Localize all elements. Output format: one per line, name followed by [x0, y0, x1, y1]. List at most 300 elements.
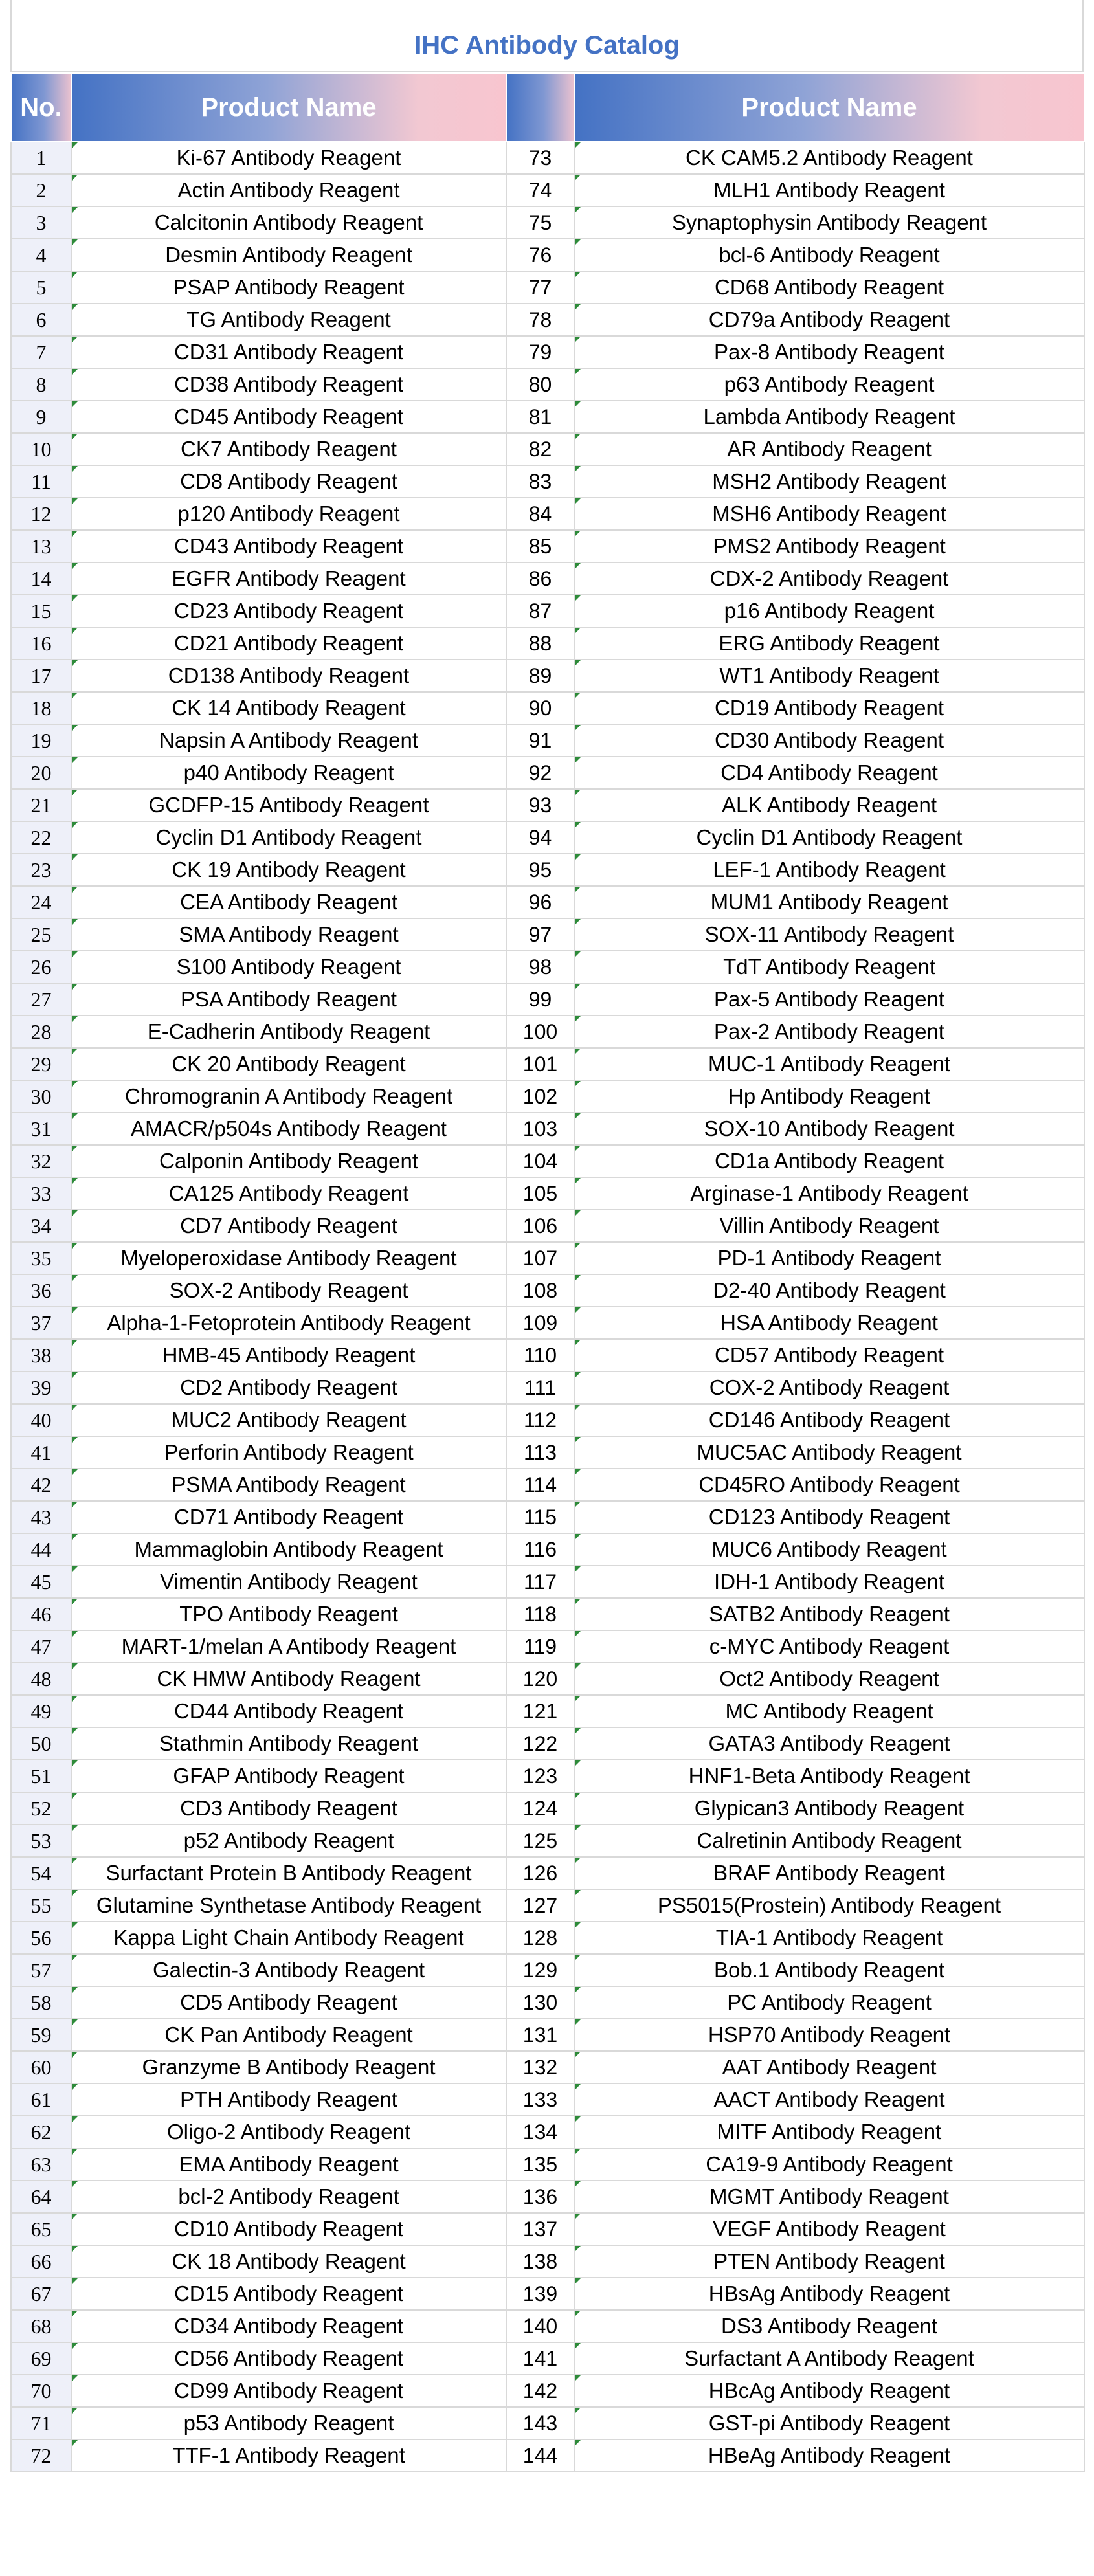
product-name-cell-right[interactable]: HBcAg Antibody Reagent: [574, 2375, 1084, 2407]
row-number-right[interactable]: 137: [506, 2213, 574, 2245]
page-title: IHC Antibody Catalog: [10, 0, 1084, 72]
product-name-cell-right[interactable]: Oct2 Antibody Reagent: [574, 1663, 1084, 1695]
product-name-cell[interactable]: CD45 Antibody Reagent: [71, 401, 506, 433]
row-number-right[interactable]: 143: [506, 2407, 574, 2439]
row-number[interactable]: 18: [11, 692, 71, 724]
product-name-cell-right[interactable]: PD-1 Antibody Reagent: [574, 1242, 1084, 1274]
product-name-cell[interactable]: Galectin-3 Antibody Reagent: [71, 1954, 506, 1986]
product-name-cell[interactable]: Desmin Antibody Reagent: [71, 239, 506, 271]
product-name-cell-right[interactable]: GST-pi Antibody Reagent: [574, 2407, 1084, 2439]
row-number-right[interactable]: 113: [506, 1436, 574, 1469]
row-number[interactable]: 64: [11, 2181, 71, 2213]
row-number[interactable]: 7: [11, 336, 71, 368]
row-number-right[interactable]: 79: [506, 336, 574, 368]
product-name-cell[interactable]: CD31 Antibody Reagent: [71, 336, 506, 368]
row-number-right[interactable]: 109: [506, 1307, 574, 1339]
row-number-right[interactable]: 99: [506, 983, 574, 1016]
product-name-cell[interactable]: Cyclin D1 Antibody Reagent: [71, 821, 506, 854]
row-number-right[interactable]: 85: [506, 530, 574, 562]
table-row: [11, 2019, 1084, 2051]
row-number[interactable]: 48: [11, 1663, 71, 1695]
header-no-right: [506, 73, 574, 142]
row-number-right[interactable]: 87: [506, 595, 574, 627]
row-number[interactable]: 63: [11, 2148, 71, 2181]
row-number-right[interactable]: 115: [506, 1501, 574, 1533]
product-name-cell-right[interactable]: Pax-8 Antibody Reagent: [574, 336, 1084, 368]
row-number[interactable]: 38: [11, 1339, 71, 1371]
row-number[interactable]: 25: [11, 918, 71, 951]
row-number-right[interactable]: 131: [506, 2019, 574, 2051]
product-name-cell[interactable]: CD2 Antibody Reagent: [71, 1371, 506, 1404]
row-number-right[interactable]: 126: [506, 1857, 574, 1889]
product-name-cell-right[interactable]: Synaptophysin Antibody Reagent: [574, 206, 1084, 239]
product-name-cell-right[interactable]: c-MYC Antibody Reagent: [574, 1630, 1084, 1663]
table-row: [11, 1113, 1084, 1145]
row-number[interactable]: 50: [11, 1727, 71, 1760]
product-name-cell[interactable]: CK7 Antibody Reagent: [71, 433, 506, 465]
row-number[interactable]: 28: [11, 1016, 71, 1048]
product-name-cell-right[interactable]: Bob.1 Antibody Reagent: [574, 1954, 1084, 1986]
product-name-cell[interactable]: EGFR Antibody Reagent: [71, 562, 506, 595]
product-name-cell[interactable]: CD7 Antibody Reagent: [71, 1210, 506, 1242]
product-name-cell[interactable]: CD43 Antibody Reagent: [71, 530, 506, 562]
product-name-cell-right[interactable]: IDH-1 Antibody Reagent: [574, 1566, 1084, 1598]
row-number-right[interactable]: 127: [506, 1889, 574, 1922]
product-name-cell[interactable]: MUC2 Antibody Reagent: [71, 1404, 506, 1436]
row-number[interactable]: 24: [11, 886, 71, 918]
product-name-cell-right[interactable]: Lambda Antibody Reagent: [574, 401, 1084, 433]
product-name-cell-right[interactable]: CD4 Antibody Reagent: [574, 757, 1084, 789]
product-name-cell-right[interactable]: SOX-10 Antibody Reagent: [574, 1113, 1084, 1145]
product-name-cell-right[interactable]: Villin Antibody Reagent: [574, 1210, 1084, 1242]
row-number[interactable]: 59: [11, 2019, 71, 2051]
row-number[interactable]: 53: [11, 1825, 71, 1857]
product-name-cell[interactable]: E-Cadherin Antibody Reagent: [71, 1016, 506, 1048]
product-name-cell[interactable]: CK 20 Antibody Reagent: [71, 1048, 506, 1080]
product-name-cell-right[interactable]: CA19-9 Antibody Reagent: [574, 2148, 1084, 2181]
row-number[interactable]: 12: [11, 498, 71, 530]
row-number-right[interactable]: 82: [506, 433, 574, 465]
product-name-cell[interactable]: Glutamine Synthetase Antibody Reagent: [71, 1889, 506, 1922]
table-row: [11, 304, 1084, 336]
product-name-cell[interactable]: CEA Antibody Reagent: [71, 886, 506, 918]
row-number-right[interactable]: 112: [506, 1404, 574, 1436]
row-number[interactable]: 20: [11, 757, 71, 789]
product-name-cell[interactable]: CD5 Antibody Reagent: [71, 1986, 506, 2019]
product-name-cell-right[interactable]: MUM1 Antibody Reagent: [574, 886, 1084, 918]
row-number[interactable]: 26: [11, 951, 71, 983]
row-number[interactable]: 8: [11, 368, 71, 401]
product-name-cell[interactable]: Myeloperoxidase Antibody Reagent: [71, 1242, 506, 1274]
product-name-cell[interactable]: p120 Antibody Reagent: [71, 498, 506, 530]
product-name-cell-right[interactable]: WT1 Antibody Reagent: [574, 660, 1084, 692]
product-name-cell-right[interactable]: MUC-1 Antibody Reagent: [574, 1048, 1084, 1080]
product-name-cell-right[interactable]: CD79a Antibody Reagent: [574, 304, 1084, 336]
product-name-cell-right[interactable]: bcl-6 Antibody Reagent: [574, 239, 1084, 271]
product-name-cell-right[interactable]: PTEN Antibody Reagent: [574, 2245, 1084, 2278]
product-name-cell-right[interactable]: VEGF Antibody Reagent: [574, 2213, 1084, 2245]
row-number[interactable]: 33: [11, 1177, 71, 1210]
row-number-right[interactable]: 73: [506, 142, 574, 174]
row-number[interactable]: 49: [11, 1695, 71, 1727]
product-name-cell[interactable]: p40 Antibody Reagent: [71, 757, 506, 789]
row-number[interactable]: 51: [11, 1760, 71, 1792]
row-number-right[interactable]: 84: [506, 498, 574, 530]
product-name-cell[interactable]: CD34 Antibody Reagent: [71, 2310, 506, 2342]
row-number-right[interactable]: 140: [506, 2310, 574, 2342]
product-name-cell-right[interactable]: HSA Antibody Reagent: [574, 1307, 1084, 1339]
product-name-cell[interactable]: p53 Antibody Reagent: [71, 2407, 506, 2439]
row-number-right[interactable]: 114: [506, 1469, 574, 1501]
product-name-cell[interactable]: Napsin A Antibody Reagent: [71, 724, 506, 757]
product-name-cell-right[interactable]: ALK Antibody Reagent: [574, 789, 1084, 821]
row-number-right[interactable]: 105: [506, 1177, 574, 1210]
product-name-cell[interactable]: CD8 Antibody Reagent: [71, 465, 506, 498]
row-number[interactable]: 17: [11, 660, 71, 692]
row-number[interactable]: 29: [11, 1048, 71, 1080]
product-name-cell[interactable]: CD21 Antibody Reagent: [71, 627, 506, 660]
row-number-right[interactable]: 101: [506, 1048, 574, 1080]
row-number-right[interactable]: 77: [506, 271, 574, 304]
product-name-cell-right[interactable]: MSH2 Antibody Reagent: [574, 465, 1084, 498]
product-name-cell-right[interactable]: SATB2 Antibody Reagent: [574, 1598, 1084, 1630]
row-number-right[interactable]: 107: [506, 1242, 574, 1274]
row-number-right[interactable]: 120: [506, 1663, 574, 1695]
product-name-cell[interactable]: CD15 Antibody Reagent: [71, 2278, 506, 2310]
table-row: [11, 1469, 1084, 1501]
row-number[interactable]: 15: [11, 595, 71, 627]
table-row: [11, 2342, 1084, 2375]
product-name-cell-right[interactable]: CD146 Antibody Reagent: [574, 1404, 1084, 1436]
row-number-right[interactable]: 76: [506, 239, 574, 271]
product-name-cell[interactable]: PTH Antibody Reagent: [71, 2083, 506, 2116]
product-name-cell-right[interactable]: Glypican3 Antibody Reagent: [574, 1792, 1084, 1825]
product-name-cell[interactable]: GCDFP-15 Antibody Reagent: [71, 789, 506, 821]
row-number-right[interactable]: 110: [506, 1339, 574, 1371]
row-number[interactable]: 39: [11, 1371, 71, 1404]
product-name-cell[interactable]: Kappa Light Chain Antibody Reagent: [71, 1922, 506, 1954]
product-name-cell-right[interactable]: HNF1-Beta Antibody Reagent: [574, 1760, 1084, 1792]
product-name-cell-right[interactable]: Calretinin Antibody Reagent: [574, 1825, 1084, 1857]
row-number-right[interactable]: 136: [506, 2181, 574, 2213]
row-number[interactable]: 65: [11, 2213, 71, 2245]
row-number-right[interactable]: 78: [506, 304, 574, 336]
product-name-cell[interactable]: CD56 Antibody Reagent: [71, 2342, 506, 2375]
row-number[interactable]: 61: [11, 2083, 71, 2116]
product-name-cell-right[interactable]: AACT Antibody Reagent: [574, 2083, 1084, 2116]
product-name-cell[interactable]: CD23 Antibody Reagent: [71, 595, 506, 627]
row-number-right[interactable]: 122: [506, 1727, 574, 1760]
row-number-right[interactable]: 124: [506, 1792, 574, 1825]
row-number-right[interactable]: 88: [506, 627, 574, 660]
product-name-cell-right[interactable]: MUC5AC Antibody Reagent: [574, 1436, 1084, 1469]
row-number-right[interactable]: 93: [506, 789, 574, 821]
row-number[interactable]: 42: [11, 1469, 71, 1501]
product-name-cell[interactable]: PSAP Antibody Reagent: [71, 271, 506, 304]
product-name-cell[interactable]: CK 14 Antibody Reagent: [71, 692, 506, 724]
product-name-cell-right[interactable]: MC Antibody Reagent: [574, 1695, 1084, 1727]
row-number[interactable]: 6: [11, 304, 71, 336]
row-number-right[interactable]: 130: [506, 1986, 574, 2019]
product-name-cell-right[interactable]: AAT Antibody Reagent: [574, 2051, 1084, 2083]
product-name-cell-right[interactable]: LEF-1 Antibody Reagent: [574, 854, 1084, 886]
product-name-cell[interactable]: Surfactant Protein B Antibody Reagent: [71, 1857, 506, 1889]
product-name-cell[interactable]: Mammaglobin Antibody Reagent: [71, 1533, 506, 1566]
row-number-right[interactable]: 92: [506, 757, 574, 789]
product-name-cell[interactable]: CD3 Antibody Reagent: [71, 1792, 506, 1825]
product-name-cell[interactable]: CD138 Antibody Reagent: [71, 660, 506, 692]
product-name-cell[interactable]: CD10 Antibody Reagent: [71, 2213, 506, 2245]
product-name-cell[interactable]: CK HMW Antibody Reagent: [71, 1663, 506, 1695]
product-name-cell-right[interactable]: Cyclin D1 Antibody Reagent: [574, 821, 1084, 854]
product-name-cell[interactable]: Stathmin Antibody Reagent: [71, 1727, 506, 1760]
table-row: [11, 595, 1084, 627]
row-number-right[interactable]: 116: [506, 1533, 574, 1566]
product-name-cell-right[interactable]: HBeAg Antibody Reagent: [574, 2439, 1084, 2472]
product-name-cell[interactable]: CK Pan Antibody Reagent: [71, 2019, 506, 2051]
product-name-cell[interactable]: TG Antibody Reagent: [71, 304, 506, 336]
row-number[interactable]: 36: [11, 1274, 71, 1307]
row-number[interactable]: 5: [11, 271, 71, 304]
row-number-right[interactable]: 133: [506, 2083, 574, 2116]
product-name-cell-right[interactable]: MGMT Antibody Reagent: [574, 2181, 1084, 2213]
row-number-right[interactable]: 75: [506, 206, 574, 239]
row-number[interactable]: 70: [11, 2375, 71, 2407]
product-name-cell-right[interactable]: MITF Antibody Reagent: [574, 2116, 1084, 2148]
product-name-cell-right[interactable]: Surfactant A Antibody Reagent: [574, 2342, 1084, 2375]
product-name-cell-right[interactable]: TdT Antibody Reagent: [574, 951, 1084, 983]
table-row: [11, 627, 1084, 660]
table-row: [11, 692, 1084, 724]
row-number[interactable]: 13: [11, 530, 71, 562]
product-name-cell-right[interactable]: MUC6 Antibody Reagent: [574, 1533, 1084, 1566]
row-number[interactable]: 71: [11, 2407, 71, 2439]
row-number[interactable]: 11: [11, 465, 71, 498]
product-name-cell[interactable]: Perforin Antibody Reagent: [71, 1436, 506, 1469]
product-name-cell-right[interactable]: D2-40 Antibody Reagent: [574, 1274, 1084, 1307]
row-number[interactable]: 60: [11, 2051, 71, 2083]
row-number-right[interactable]: 134: [506, 2116, 574, 2148]
row-number[interactable]: 72: [11, 2439, 71, 2472]
product-name-cell-right[interactable]: CDX-2 Antibody Reagent: [574, 562, 1084, 595]
product-name-cell-right[interactable]: CD1a Antibody Reagent: [574, 1145, 1084, 1177]
row-number[interactable]: 62: [11, 2116, 71, 2148]
product-name-cell-right[interactable]: PMS2 Antibody Reagent: [574, 530, 1084, 562]
product-name-cell-right[interactable]: Pax-2 Antibody Reagent: [574, 1016, 1084, 1048]
row-number[interactable]: 32: [11, 1145, 71, 1177]
product-name-cell[interactable]: CA125 Antibody Reagent: [71, 1177, 506, 1210]
row-number[interactable]: 66: [11, 2245, 71, 2278]
product-name-cell[interactable]: CD44 Antibody Reagent: [71, 1695, 506, 1727]
row-number[interactable]: 19: [11, 724, 71, 757]
product-name-cell[interactable]: PSA Antibody Reagent: [71, 983, 506, 1016]
product-name-cell-right[interactable]: SOX-11 Antibody Reagent: [574, 918, 1084, 951]
product-name-cell-right[interactable]: CD68 Antibody Reagent: [574, 271, 1084, 304]
row-number-right[interactable]: 97: [506, 918, 574, 951]
product-name-cell-right[interactable]: Pax-5 Antibody Reagent: [574, 983, 1084, 1016]
row-number[interactable]: 43: [11, 1501, 71, 1533]
row-number-right[interactable]: 98: [506, 951, 574, 983]
row-number[interactable]: 30: [11, 1080, 71, 1113]
product-name-cell[interactable]: SMA Antibody Reagent: [71, 918, 506, 951]
row-number[interactable]: 2: [11, 174, 71, 206]
row-number-right[interactable]: 108: [506, 1274, 574, 1307]
row-number[interactable]: 69: [11, 2342, 71, 2375]
row-number-right[interactable]: 128: [506, 1922, 574, 1954]
product-name-cell[interactable]: Actin Antibody Reagent: [71, 174, 506, 206]
row-number[interactable]: 14: [11, 562, 71, 595]
product-name-cell-right[interactable]: BRAF Antibody Reagent: [574, 1857, 1084, 1889]
product-name-cell[interactable]: Ki-67 Antibody Reagent: [71, 142, 506, 174]
table-row: [11, 757, 1084, 789]
row-number-right[interactable]: 118: [506, 1598, 574, 1630]
row-number[interactable]: 40: [11, 1404, 71, 1436]
product-name-cell-right[interactable]: DS3 Antibody Reagent: [574, 2310, 1084, 2342]
product-name-cell[interactable]: S100 Antibody Reagent: [71, 951, 506, 983]
product-name-cell[interactable]: EMA Antibody Reagent: [71, 2148, 506, 2181]
product-name-cell-right[interactable]: CD19 Antibody Reagent: [574, 692, 1084, 724]
product-name-cell[interactable]: bcl-2 Antibody Reagent: [71, 2181, 506, 2213]
row-number-right[interactable]: 144: [506, 2439, 574, 2472]
product-name-cell-right[interactable]: CD45RO Antibody Reagent: [574, 1469, 1084, 1501]
product-name-cell-right[interactable]: PS5015(Prostein) Antibody Reagent: [574, 1889, 1084, 1922]
row-number[interactable]: 4: [11, 239, 71, 271]
row-number[interactable]: 56: [11, 1922, 71, 1954]
row-number[interactable]: 55: [11, 1889, 71, 1922]
product-name-cell-right[interactable]: CD123 Antibody Reagent: [574, 1501, 1084, 1533]
row-number[interactable]: 45: [11, 1566, 71, 1598]
product-name-cell[interactable]: CK 18 Antibody Reagent: [71, 2245, 506, 2278]
product-name-cell[interactable]: CD38 Antibody Reagent: [71, 368, 506, 401]
product-name-cell[interactable]: GFAP Antibody Reagent: [71, 1760, 506, 1792]
product-name-cell-right[interactable]: GATA3 Antibody Reagent: [574, 1727, 1084, 1760]
product-name-cell-right[interactable]: CD57 Antibody Reagent: [574, 1339, 1084, 1371]
product-name-cell-right[interactable]: CK CAM5.2 Antibody Reagent: [574, 142, 1084, 174]
row-number[interactable]: 67: [11, 2278, 71, 2310]
row-number-right[interactable]: 117: [506, 1566, 574, 1598]
row-number-right[interactable]: 94: [506, 821, 574, 854]
product-name-cell-right[interactable]: Hp Antibody Reagent: [574, 1080, 1084, 1113]
row-number[interactable]: 58: [11, 1986, 71, 2019]
product-name-cell[interactable]: TTF-1 Antibody Reagent: [71, 2439, 506, 2472]
product-name-cell[interactable]: Alpha-1-Fetoprotein Antibody Reagent: [71, 1307, 506, 1339]
row-number-right[interactable]: 125: [506, 1825, 574, 1857]
row-number-right[interactable]: 129: [506, 1954, 574, 1986]
row-number-right[interactable]: 135: [506, 2148, 574, 2181]
row-number-right[interactable]: 74: [506, 174, 574, 206]
product-name-cell[interactable]: Calponin Antibody Reagent: [71, 1145, 506, 1177]
product-name-cell[interactable]: CK 19 Antibody Reagent: [71, 854, 506, 886]
row-number[interactable]: 37: [11, 1307, 71, 1339]
product-name-cell-right[interactable]: AR Antibody Reagent: [574, 433, 1084, 465]
product-name-cell-right[interactable]: p16 Antibody Reagent: [574, 595, 1084, 627]
product-name-cell-right[interactable]: p63 Antibody Reagent: [574, 368, 1084, 401]
product-name-cell[interactable]: TPO Antibody Reagent: [71, 1598, 506, 1630]
row-number-right[interactable]: 83: [506, 465, 574, 498]
row-number[interactable]: 1: [11, 142, 71, 174]
row-number[interactable]: 52: [11, 1792, 71, 1825]
row-number[interactable]: 3: [11, 206, 71, 239]
row-number[interactable]: 44: [11, 1533, 71, 1566]
row-number[interactable]: 57: [11, 1954, 71, 1986]
product-name-cell[interactable]: HMB-45 Antibody Reagent: [71, 1339, 506, 1371]
row-number-right[interactable]: 90: [506, 692, 574, 724]
row-number[interactable]: 34: [11, 1210, 71, 1242]
product-name-cell[interactable]: PSMA Antibody Reagent: [71, 1469, 506, 1501]
row-number[interactable]: 47: [11, 1630, 71, 1663]
row-number[interactable]: 22: [11, 821, 71, 854]
row-number-right[interactable]: 102: [506, 1080, 574, 1113]
row-number-right[interactable]: 106: [506, 1210, 574, 1242]
product-name-cell[interactable]: AMACR/p504s Antibody Reagent: [71, 1113, 506, 1145]
row-number[interactable]: 46: [11, 1598, 71, 1630]
row-number-right[interactable]: 103: [506, 1113, 574, 1145]
table-row: [11, 1501, 1084, 1533]
product-name-cell-right[interactable]: PC Antibody Reagent: [574, 1986, 1084, 2019]
row-number-right[interactable]: 139: [506, 2278, 574, 2310]
product-name-cell-right[interactable]: Arginase-1 Antibody Reagent: [574, 1177, 1084, 1210]
product-name-cell[interactable]: CD99 Antibody Reagent: [71, 2375, 506, 2407]
row-number[interactable]: 68: [11, 2310, 71, 2342]
product-name-cell[interactable]: SOX-2 Antibody Reagent: [71, 1274, 506, 1307]
row-number-right[interactable]: 100: [506, 1016, 574, 1048]
product-name-cell-right[interactable]: HSP70 Antibody Reagent: [574, 2019, 1084, 2051]
row-number[interactable]: 23: [11, 854, 71, 886]
product-name-cell-right[interactable]: TIA-1 Antibody Reagent: [574, 1922, 1084, 1954]
row-number[interactable]: 31: [11, 1113, 71, 1145]
product-name-cell[interactable]: Calcitonin Antibody Reagent: [71, 206, 506, 239]
product-name-cell[interactable]: Chromogranin A Antibody Reagent: [71, 1080, 506, 1113]
row-number-right[interactable]: 138: [506, 2245, 574, 2278]
row-number-right[interactable]: 80: [506, 368, 574, 401]
row-number[interactable]: 9: [11, 401, 71, 433]
row-number-right[interactable]: 123: [506, 1760, 574, 1792]
row-number-right[interactable]: 119: [506, 1630, 574, 1663]
product-name-cell[interactable]: Vimentin Antibody Reagent: [71, 1566, 506, 1598]
row-number[interactable]: 35: [11, 1242, 71, 1274]
row-number[interactable]: 41: [11, 1436, 71, 1469]
product-name-cell-right[interactable]: MSH6 Antibody Reagent: [574, 498, 1084, 530]
product-name-cell[interactable]: Granzyme B Antibody Reagent: [71, 2051, 506, 2083]
row-number-right[interactable]: 81: [506, 401, 574, 433]
row-number[interactable]: 16: [11, 627, 71, 660]
row-number[interactable]: 54: [11, 1857, 71, 1889]
row-number[interactable]: 10: [11, 433, 71, 465]
row-number-right[interactable]: 142: [506, 2375, 574, 2407]
row-number-right[interactable]: 111: [506, 1371, 574, 1404]
row-number-right[interactable]: 95: [506, 854, 574, 886]
row-number[interactable]: 21: [11, 789, 71, 821]
product-name-cell[interactable]: MART-1/melan A Antibody Reagent: [71, 1630, 506, 1663]
product-name-cell-right[interactable]: ERG Antibody Reagent: [574, 627, 1084, 660]
product-name-cell[interactable]: CD71 Antibody Reagent: [71, 1501, 506, 1533]
row-number-right[interactable]: 96: [506, 886, 574, 918]
product-name-cell[interactable]: p52 Antibody Reagent: [71, 1825, 506, 1857]
product-name-cell-right[interactable]: MLH1 Antibody Reagent: [574, 174, 1084, 206]
product-name-cell-right[interactable]: COX-2 Antibody Reagent: [574, 1371, 1084, 1404]
product-name-cell-right[interactable]: CD30 Antibody Reagent: [574, 724, 1084, 757]
row-number[interactable]: 27: [11, 983, 71, 1016]
row-number-right[interactable]: 141: [506, 2342, 574, 2375]
row-number-right[interactable]: 121: [506, 1695, 574, 1727]
product-name-cell[interactable]: Oligo-2 Antibody Reagent: [71, 2116, 506, 2148]
row-number-right[interactable]: 86: [506, 562, 574, 595]
row-number-right[interactable]: 89: [506, 660, 574, 692]
row-number-right[interactable]: 132: [506, 2051, 574, 2083]
row-number-right[interactable]: 91: [506, 724, 574, 757]
row-number-right[interactable]: 104: [506, 1145, 574, 1177]
product-name-cell-right[interactable]: HBsAg Antibody Reagent: [574, 2278, 1084, 2310]
